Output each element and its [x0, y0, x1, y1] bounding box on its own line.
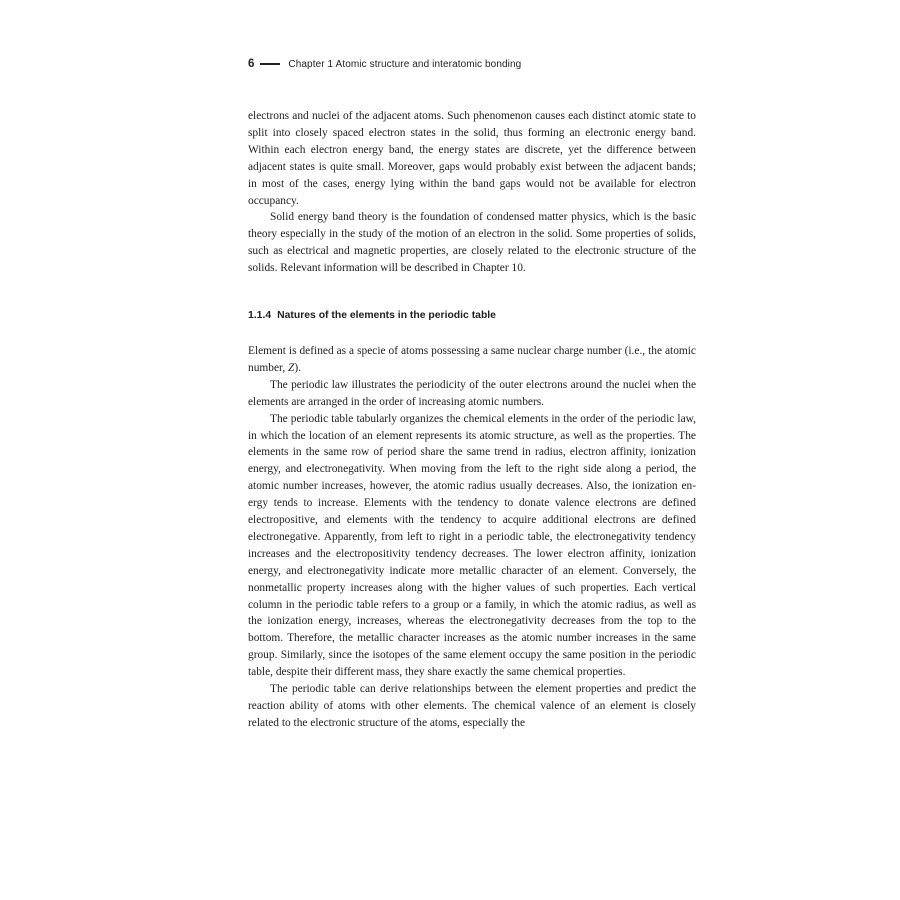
page-number: 6	[248, 58, 255, 70]
running-head	[248, 56, 696, 72]
section-heading	[248, 308, 696, 325]
body-text	[248, 108, 696, 732]
paragraph-band-continuation: electrons and nuclei of the adjacent atoms. Such phenomenon causes each distinct atomic state to split into closely spaced electron states in the solid, thus forming an electronic energy band. Within each electron energy band, the energy states are discrete, yet the difference between adjacent states is quite small. Moreover, gaps would probably exist between the adjacent bands; in most of the cases, energy lying within the band gaps would not be available for electron occupancy.	[248, 110, 696, 207]
paragraph-element-definition	[248, 343, 696, 377]
paragraph-relationships: The periodic table can derive relationships between the element properties and predict the reaction ability of atoms with other elements. The chemical valence of an element is closely related to the electronic structure of the atoms, especially the	[248, 683, 696, 729]
book-page	[248, 56, 696, 732]
atomic-number-symbol: Z	[288, 361, 295, 374]
chapter-title: Chapter 1 Atomic structure and interatomic bonding	[288, 58, 522, 70]
running-head-rule	[260, 63, 280, 65]
definition-text-end: ).	[294, 361, 302, 374]
definition-text: Element is defined as a specie of atoms possessing a same nuclear charge number (i.e., the atomic number,	[248, 344, 696, 374]
paragraph-periodic-law: The periodic law illustrates the periodicity of the outer electrons around the nuclei when the elements are arranged in the order of increasing atomic numbers.	[248, 378, 696, 408]
section-number: 1.1.4	[248, 310, 272, 322]
section-title: Natures of the elements in the periodic table	[277, 310, 496, 322]
paragraph-periodic-table: The periodic table tabularly organizes the chemical elements in the order of the periodic law, in which the location of an element represents its atomic structure, as well as the properties. The elements in the same row of period share the same trend in radius, electron affinity, ionization energy, and electronegativity. When moving from the left to the right side along a period, the atomic number increases, however, the atomic radius usually decreases. Also, the ionization energy tends to increase. Elements with the tendency to donate valence electrons are defined electropositive, and elements with the tendency to acquire additional electrons are defined electronegative. Apparently, from left to right in a periodic table, the electronegativity tendency increases and the electropositivity tendency decreases. The lower electron affinity, ionization energy, and electronegativity indicate more metallic character of an element. Conversely, the nonmetallic property increases along with the higher values of such properties. Each vertical column in the periodic table refers to a group or a family, in which the atomic radius, as well as the ionization energy, increases, whereas the electronegativity decreases from the top to the bottom. Therefore, the metallic character increases as the atomic number increases in the same group. Similarly, since the isotopes of the same element occupy the same position in the periodic table, despite their different mass, they share exactly the same chemical properties.	[248, 412, 696, 679]
paragraph-band-theory: Solid energy band theory is the foundation of condensed matter physics, which is the basic theory especially in the study of the motion of an electron in the solid. Some properties of solids, such as electrical and magnetic properties, are closely related to the electronic structure of the solids. Relevant information will be described in Chapter 10.	[248, 211, 696, 275]
